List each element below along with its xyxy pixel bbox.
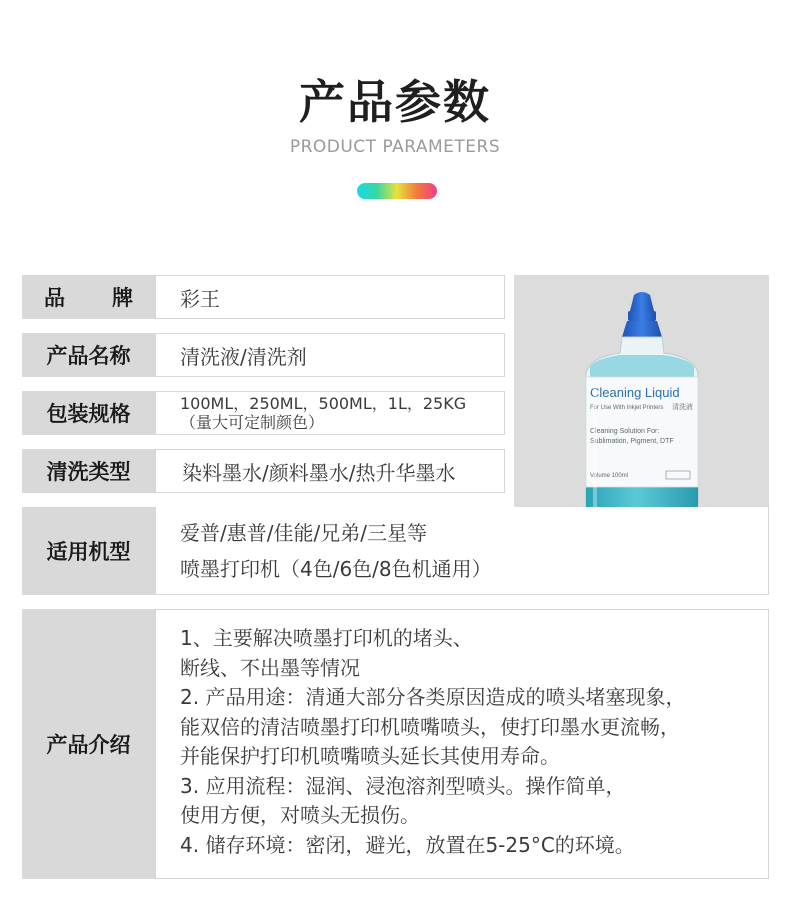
param-row-brand xyxy=(22,275,505,319)
param-row-package xyxy=(22,391,505,435)
param-value-models xyxy=(155,507,769,595)
param-row-type xyxy=(22,449,505,493)
bottle-volume-text: Volume 100ml xyxy=(590,473,629,479)
bottle-desc1-text: Cleaning Solution For: xyxy=(590,428,660,435)
param-value-package xyxy=(155,391,505,435)
param-label-intro: 产品介绍 xyxy=(22,609,155,879)
param-label-type: 清洗类型 xyxy=(22,449,155,493)
models-value-line2: 喷墨打印机（4色/6色/8色机通用） xyxy=(180,556,492,581)
intro-line: 4. 储存环境：密闭，避光，放置在5-25°C的环境。 xyxy=(180,832,635,857)
brand-label-char-2: 牌 xyxy=(112,286,133,310)
intro-line: 2. 产品用途：清通大部分各类原因造成的喷头堵塞现象， xyxy=(180,685,686,709)
param-value-brand xyxy=(155,275,505,319)
param-label-brand xyxy=(22,275,155,319)
bottle-sub-text: For Use With Inkjet Printers xyxy=(590,405,664,411)
package-value-line2: （量大可定制颜色） xyxy=(180,413,325,432)
models-value-line1: 爱普/惠普/佳能/兄弟/三星等 xyxy=(180,520,427,545)
package-value-line1: 100ML，250ML，500ML，1L，25KG xyxy=(180,394,467,413)
bottle-title-text: Cleaning Liquid xyxy=(590,385,680,400)
param-row-name xyxy=(22,333,505,377)
intro-line: 断线、不出墨等情况 xyxy=(180,655,360,680)
param-value-name xyxy=(155,333,505,377)
param-value-intro xyxy=(155,609,769,879)
intro-line: 并能保护打印机喷嘴喷头延长其使用寿命。 xyxy=(180,744,560,768)
param-label-name: 产品名称 xyxy=(22,333,155,377)
bottle-desc2-text: Sublimation, Pigment, DTF xyxy=(590,438,674,445)
param-label-package: 包装规格 xyxy=(22,391,155,435)
param-row-intro xyxy=(22,609,769,879)
type-value: 染料墨水/颜料墨水/热升华墨水 xyxy=(182,460,456,485)
page-title: 产品参数 xyxy=(299,75,491,129)
param-row-models xyxy=(22,507,769,595)
intro-line: 1、主要解决喷墨打印机的堵头、 xyxy=(180,626,473,650)
intro-line: 能双倍的清洁喷墨打印机喷嘴喷头，使打印墨水更流畅， xyxy=(180,714,680,739)
brand-value: 彩王 xyxy=(180,286,220,311)
intro-line: 使用方便，对喷头无损伤。 xyxy=(180,803,420,827)
param-value-type xyxy=(155,449,505,493)
brand-label-char-1: 品 xyxy=(44,286,65,310)
page-subtitle: PRODUCT PARAMETERS xyxy=(289,137,501,157)
bottle-cn-text: 清洗液 xyxy=(672,403,693,411)
param-label-models: 适用机型 xyxy=(22,507,155,595)
accent-gradient-bar xyxy=(357,183,437,199)
intro-line: 3. 应用流程：湿润、浸泡溶剂型喷头。操作简单， xyxy=(180,773,626,798)
name-value: 清洗液/清洗剂 xyxy=(180,344,307,369)
